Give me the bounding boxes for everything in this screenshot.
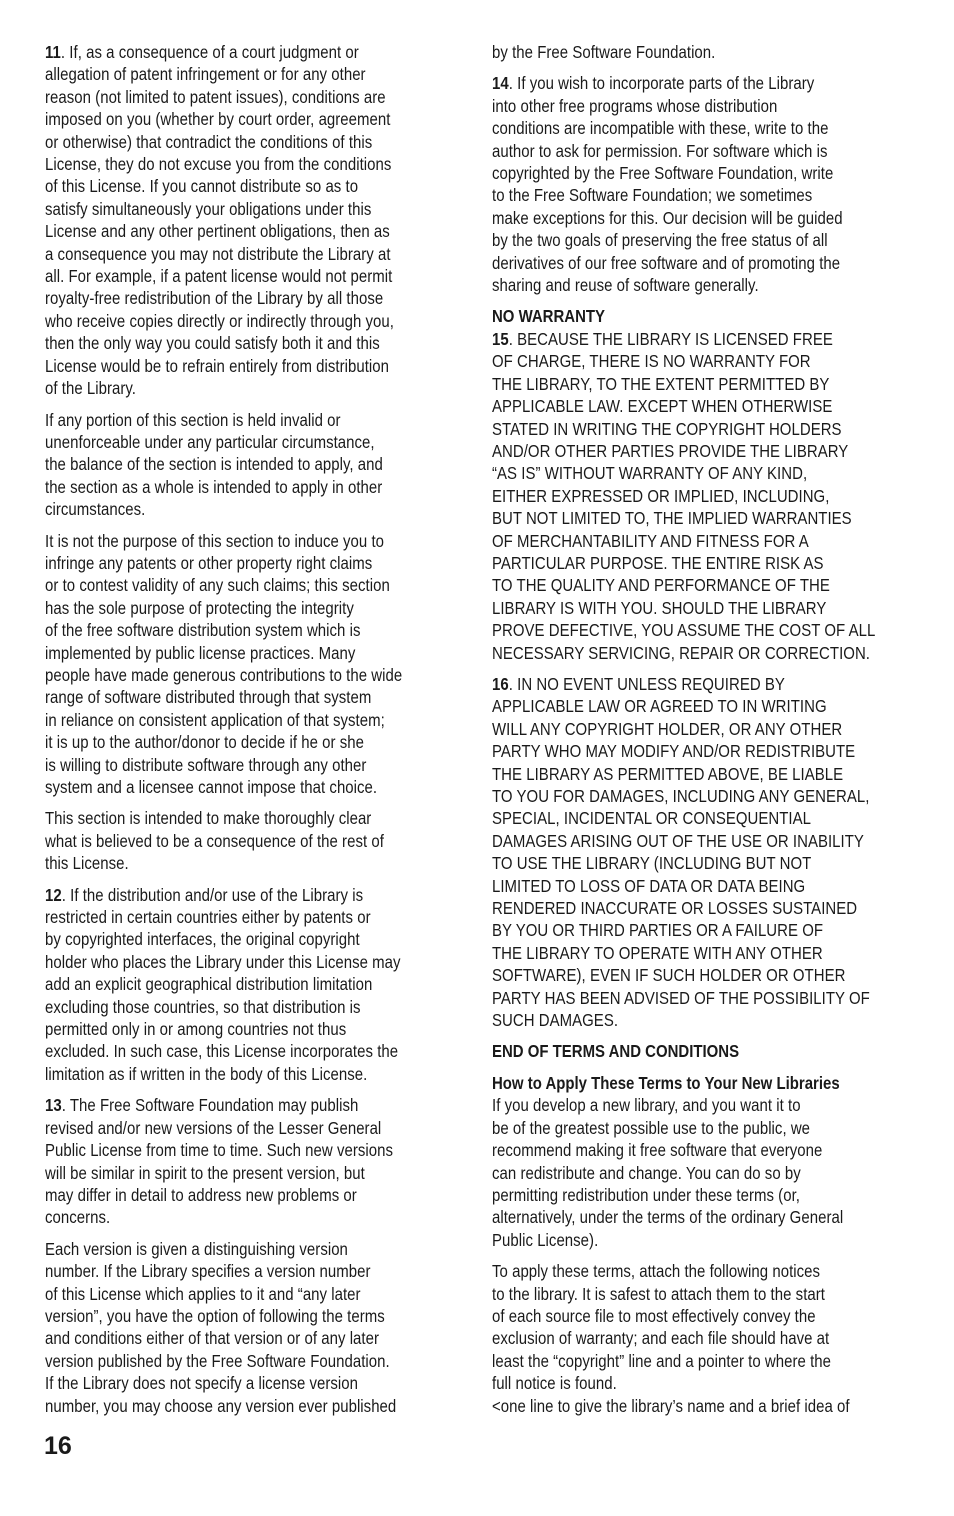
text-line: the section as a whole is intended to apply in other xyxy=(45,476,383,497)
text-line: SPECIAL, INCIDENTAL OR CONSEQUENTIAL xyxy=(492,808,812,829)
text-line: of the Library. xyxy=(45,378,136,399)
text-line: 11. If, as a consequence of a court judgment or xyxy=(45,42,359,62)
text-line: TO YOU FOR DAMAGES, INCLUDING ANY GENERAL, xyxy=(492,786,870,806)
text-line: in reliance on consistent application of that system; xyxy=(45,709,385,730)
clause-number: 11 xyxy=(45,42,61,62)
text-line: who receive copies directly or indirectly through you, xyxy=(45,310,394,331)
text-line: has the sole purpose of protecting the integrity xyxy=(45,597,354,618)
page-number: 16 xyxy=(44,1432,72,1460)
text-line: If the Library does not specify a license version xyxy=(45,1373,359,1394)
text-line: limitation as if written in the body of this License. xyxy=(45,1063,368,1084)
text-line: BUT NOT LIMITED TO, THE IMPLIED WARRANTIES xyxy=(492,508,852,529)
paragraph xyxy=(45,884,469,1086)
text-line: NECESSARY SERVICING, REPAIR OR CORRECTION. xyxy=(492,642,870,663)
text-line: 13. The Free Software Foundation may publish xyxy=(45,1095,359,1116)
text-line: 15. BECAUSE THE LIBRARY IS LICENSED FREE xyxy=(492,328,833,349)
text-line: Public License from time to time. Such new versions xyxy=(45,1140,393,1161)
paragraph xyxy=(492,1040,916,1062)
text-line: WILL ANY COPYRIGHT HOLDER, OR ANY OTHER xyxy=(492,718,843,739)
text-line: reason (not limited to patent issues), conditions are xyxy=(45,86,386,107)
text-line: If any portion of this section is held invalid or xyxy=(45,409,341,430)
clause-number: 12 xyxy=(45,884,62,905)
text-line: permitting redistribution under these terms (or, xyxy=(492,1184,800,1205)
text-line: it is up to the author/donor to decide if he or she xyxy=(45,732,364,753)
section-heading: NO WARRANTY xyxy=(492,306,605,327)
text-line: the balance of the section is intended to apply, and xyxy=(45,454,383,475)
paragraph xyxy=(45,409,469,521)
text-line: excluded. In such case, this License incorporates the xyxy=(45,1041,399,1062)
text-line: OF CHARGE, THERE IS NO WARRANTY FOR xyxy=(492,351,811,372)
paragraph xyxy=(492,1260,916,1417)
paragraph xyxy=(492,673,916,1032)
text-line: circumstances. xyxy=(45,499,146,520)
text-line: or to contest validity of any such claims; this section xyxy=(45,575,390,596)
text-line: can redistribute and change. You can do so by xyxy=(492,1162,801,1183)
text-line: by the two goals of preserving the free status of all xyxy=(492,230,828,251)
text-line: THE LIBRARY AS PERMITTED ABOVE, BE LIABLE xyxy=(492,763,844,784)
text-line: 14. If you wish to incorporate parts of the Library xyxy=(492,73,815,94)
text-line: infringe any patents or other property right claims xyxy=(45,552,373,573)
text-line: full notice is found. xyxy=(492,1373,617,1394)
section-heading: END OF TERMS AND CONDITIONS xyxy=(492,1041,740,1062)
paragraph xyxy=(492,41,916,63)
text-line: imposed on you (whether by court order, agreement xyxy=(45,109,391,130)
text-line: add an explicit geographical distribution limitation xyxy=(45,974,373,995)
text-line: exclusion of warranty; and each file should have at xyxy=(492,1328,830,1349)
text-line: permitted only in or among countries not thus xyxy=(45,1019,347,1040)
clause-number: 16 xyxy=(492,673,509,694)
text-line: restricted in certain countries either by patents or xyxy=(45,907,371,928)
text-line: number. If the Library specifies a version number xyxy=(45,1261,371,1282)
text-line: License would be to refrain entirely from distribution xyxy=(45,355,389,376)
text-line: If you develop a new library, and you want it to xyxy=(492,1095,801,1116)
text-line: DAMAGES ARISING OUT OF THE USE OR INABILITY xyxy=(492,830,864,851)
right-column xyxy=(492,41,916,1426)
text-line: <one line to give the library’s name and a brief idea of xyxy=(492,1395,850,1416)
text-line: To apply these terms, attach the following notices xyxy=(492,1261,821,1282)
text-line: THE LIBRARY TO OPERATE WITH ANY OTHER xyxy=(492,942,823,963)
text-line: SOFTWARE), EVEN IF SUCH HOLDER OR OTHER xyxy=(492,965,846,986)
text-line: by the Free Software Foundation. xyxy=(492,42,716,62)
text-line: This section is intended to make thoroughly clear xyxy=(45,808,372,829)
text-line: royalty-free redistribution of the Library by all those xyxy=(45,288,384,309)
text-line: satisfy simultaneously your obligations under this xyxy=(45,198,372,219)
text-line: of each source file to most effectively convey the xyxy=(492,1305,816,1326)
text-line: alternatively, under the terms of the ordinary General xyxy=(492,1207,844,1228)
paragraph xyxy=(492,72,916,296)
paragraph xyxy=(45,1238,469,1417)
text-line: copyrighted by the Free Software Foundation, write xyxy=(492,163,834,184)
paragraph xyxy=(492,305,916,664)
text-line: implemented by public license practices. Many xyxy=(45,642,356,663)
text-line: APPLICABLE LAW. EXCEPT WHEN OTHERWISE xyxy=(492,396,833,417)
text-line: by copyrighted interfaces, the original copyright xyxy=(45,929,360,950)
text-line: to the Free Software Foundation; we sometimes xyxy=(492,185,813,206)
text-line: of this License. If you cannot distribute so as to xyxy=(45,176,359,197)
text-line: LIMITED TO LOSS OF DATA OR DATA BEING xyxy=(492,875,806,896)
text-line: of this License which applies to it and “any later xyxy=(45,1283,361,1304)
text-line: EITHER EXPRESSED OR IMPLIED, INCLUDING, xyxy=(492,485,830,506)
text-line: APPLICABLE LAW OR AGREED TO IN WRITING xyxy=(492,696,827,717)
text-line: THE LIBRARY, TO THE EXTENT PERMITTED BY xyxy=(492,373,830,394)
text-line: will be similar in spirit to the present version, but xyxy=(45,1162,365,1183)
text-line: this License. xyxy=(45,853,129,874)
text-line: is willing to distribute software through any other xyxy=(45,754,367,775)
text-line: version”, you have the option of following the terms xyxy=(45,1305,385,1326)
text-line: all. For example, if a patent license would not permit xyxy=(45,266,393,287)
text-line: PROVE DEFECTIVE, YOU ASSUME THE COST OF ALL xyxy=(492,620,876,641)
text-line: License, they do not excuse you from the conditions xyxy=(45,154,392,175)
text-line: It is not the purpose of this section to induce you to xyxy=(45,530,385,551)
text-line: unenforceable under any particular circumstance, xyxy=(45,431,375,452)
text-line: BY YOU OR THIRD PARTIES OR A FAILURE OF xyxy=(492,920,824,941)
paragraph xyxy=(492,1072,916,1251)
text-line: Public License). xyxy=(492,1229,599,1250)
text-line: into other free programs whose distribution xyxy=(492,95,778,116)
text-line: conditions are incompatible with these, write to the xyxy=(492,118,829,139)
clause-number: 15 xyxy=(492,328,509,349)
text-line: a consequence you may not distribute the Library at xyxy=(45,243,391,264)
text-line: STATED IN WRITING THE COPYRIGHT HOLDERS xyxy=(492,418,842,439)
text-line: people have made generous contributions to the wide xyxy=(45,664,403,685)
text-line: then the only way you could satisfy both it and this xyxy=(45,333,380,354)
text-line: may differ in detail to address new problems or xyxy=(45,1184,357,1205)
text-line: PARTY WHO MAY MODIFY AND/OR REDISTRIBUTE xyxy=(492,741,856,762)
text-line: 16. IN NO EVENT UNLESS REQUIRED BY xyxy=(492,673,785,694)
text-line: be of the greatest possible use to the public, we xyxy=(492,1117,811,1138)
clause-number: 14 xyxy=(492,73,509,94)
text-line: make exceptions for this. Our decision will be guided xyxy=(492,207,843,228)
text-line: allegation of patent infringement or for any other xyxy=(45,64,366,85)
text-line: AND/OR OTHER PARTIES PROVIDE THE LIBRARY xyxy=(492,440,849,461)
text-line: 12. If the distribution and/or use of the Library is xyxy=(45,884,364,905)
section-heading: How to Apply These Terms to Your New Libraries xyxy=(492,1072,840,1093)
clause-number: 13 xyxy=(45,1095,62,1116)
text-line: TO USE THE LIBRARY (INCLUDING BUT NOT xyxy=(492,853,812,874)
paragraph xyxy=(45,41,469,400)
text-line: PARTY HAS BEEN ADVISED OF THE POSSIBILITY OF xyxy=(492,987,870,1008)
text-line: derivatives of our free software and of promoting the xyxy=(492,252,841,273)
text-line: what is believed to be a consequence of the rest of xyxy=(45,830,384,851)
text-line: License and any other pertinent obligations, then as xyxy=(45,221,390,242)
text-line: recommend making it free software that everyone xyxy=(492,1140,823,1161)
text-line: concerns. xyxy=(45,1207,111,1228)
text-line: PARTICULAR PURPOSE. THE ENTIRE RISK AS xyxy=(492,552,824,573)
text-line: LIBRARY IS WITH YOU. SHOULD THE LIBRARY xyxy=(492,597,827,618)
text-line: least the “copyright” line and a pointer to where the xyxy=(492,1350,831,1371)
text-line: or otherwise) that contradict the conditions of this xyxy=(45,131,373,152)
text-line: revised and/or new versions of the Lesser General xyxy=(45,1117,382,1138)
text-line: excluding those countries, so that distribution is xyxy=(45,996,361,1017)
paragraph xyxy=(45,807,469,874)
text-line: number, you may choose any version ever published xyxy=(45,1395,397,1416)
text-line: RENDERED INACCURATE OR LOSSES SUSTAINED xyxy=(492,898,858,919)
text-line: SUCH DAMAGES. xyxy=(492,1010,619,1031)
text-line: TO THE QUALITY AND PERFORMANCE OF THE xyxy=(492,575,830,596)
paragraph xyxy=(45,530,469,799)
text-line: range of software distributed through that system xyxy=(45,687,372,708)
text-line: “AS IS” WITHOUT WARRANTY OF ANY KIND, xyxy=(492,463,808,484)
text-line: holder who places the Library under this License may xyxy=(45,951,401,972)
text-line: Each version is given a distinguishing version xyxy=(45,1238,348,1259)
text-line: and conditions either of that version or of any later xyxy=(45,1328,380,1349)
text-line: of the free software distribution system which is xyxy=(45,620,361,641)
text-line: version published by the Free Software Foundation. xyxy=(45,1350,390,1371)
text-line: OF MERCHANTABILITY AND FITNESS FOR A xyxy=(492,530,809,551)
text-line: system and a licensee cannot impose that choice. xyxy=(45,777,378,797)
text-line: sharing and reuse of software generally. xyxy=(492,275,759,296)
left-column xyxy=(45,41,469,1426)
paragraph xyxy=(45,1094,469,1228)
text-line: author to ask for permission. For software which is xyxy=(492,140,828,161)
text-line: to the library. It is safest to attach them to the start xyxy=(492,1283,825,1304)
